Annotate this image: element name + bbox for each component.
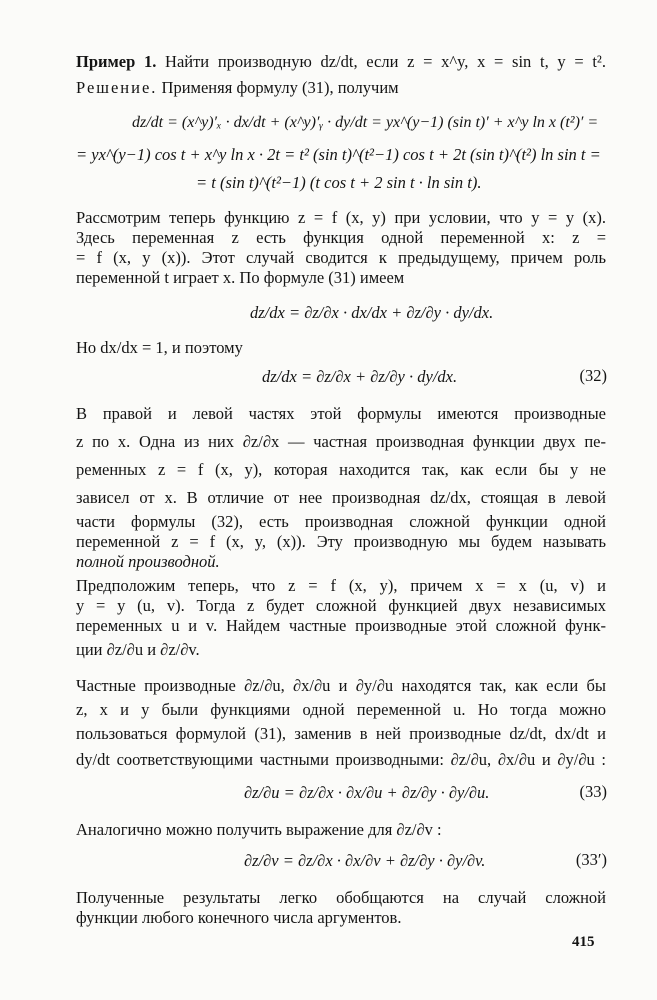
equation-33-formula: ∂z/∂u = ∂z/∂x · ∂x/∂u + ∂z/∂y · ∂y/∂u. bbox=[244, 783, 490, 802]
para1-line3: = f (x, y (x)). Этот случай сводится к предыдущему, причем роль bbox=[76, 248, 606, 267]
para1-line1: Рассмотрим теперь функцию z = f (x, y) при условии, что y = y (x). bbox=[76, 208, 606, 227]
equation-example-line1: dz/dt = (x^y)′ₓ · dx/dt + (x^y)′ᵧ · dy/dt = yx^(y−1) (sin t)′ + x^y ln x (t²)′ = bbox=[132, 114, 599, 131]
solution-label: Решение. bbox=[76, 78, 158, 97]
para1-line2: Здесь переменная z есть функция одной переменной x: z = bbox=[76, 228, 606, 247]
para1-line4: переменной t играет x. По формуле (31) имеем bbox=[76, 268, 405, 287]
example-line bbox=[76, 52, 606, 72]
para2-line5: части формулы (32), есть производная сложной функции одной bbox=[76, 512, 606, 531]
para2-line1: В правой и левой частях этой формулы имеются производные bbox=[76, 404, 606, 423]
but-line: Но dx/dx = 1, и поэтому bbox=[76, 338, 243, 357]
equation-33-prime-number: (33′) bbox=[575, 850, 607, 869]
equation-33-prime-formula: ∂z/∂v = ∂z/∂x · ∂x/∂v + ∂z/∂y · ∂y/∂v. bbox=[244, 851, 486, 870]
para2-line4: зависел от x. В отличие от нее производная dz/dx, стоящая в левой bbox=[76, 488, 606, 507]
para3-line2: y = y (u, v). Тогда z будет сложной функцией двух независимых bbox=[76, 596, 606, 615]
similar-line: Аналогично можно получить выражение для ∂z/∂v : bbox=[76, 820, 442, 839]
para3-line3: переменных u и v. Найдем частные производные этой сложной функ- bbox=[76, 616, 606, 635]
page-number: 415 bbox=[572, 934, 595, 950]
para2-line3: ременных z = f (x, y), которая находится так, как если бы y не bbox=[76, 460, 606, 479]
para3-line4: ции ∂z/∂u и ∂z/∂v. bbox=[76, 640, 200, 659]
equation-example-line3: = t (sin t)^(t²−1) (t cos t + 2 sin t · ln sin t). bbox=[196, 173, 482, 192]
para2-line6: переменной z = f (x, y, (x)). Эту производную мы будем называть bbox=[76, 532, 606, 551]
para2-line2: z по x. Одна из них ∂z/∂x — частная производная функции двух пе- bbox=[76, 432, 606, 451]
para4-line3: пользоваться формулой (31), заменив в ней производные dz/dt, dx/dt и bbox=[76, 724, 606, 743]
equation-32-number: (32) bbox=[579, 366, 607, 385]
equation-example-line2: = yx^(y−1) cos t + x^y ln x · 2t = t² (sin t)^(t²−1) cos t + 2t (sin t)^(t²) ln sin t = bbox=[76, 145, 601, 164]
para4-line2: z, x и y были функциями одной переменной u. Но тогда можно bbox=[76, 700, 606, 719]
para3-line1: Предположим теперь, что z = f (x, y), причем x = x (u, v) и bbox=[76, 576, 606, 595]
conclusion-line1: Полученные результаты легко обобщаются на случай сложной bbox=[76, 888, 606, 907]
example-text: Найти производную dz/dt, если z = x^y, x = sin t, y = t². bbox=[165, 52, 607, 71]
equation-32-formula: dz/dx = ∂z/∂x + ∂z/∂y · dy/dx. bbox=[262, 367, 458, 386]
equation-33-number: (33) bbox=[579, 782, 607, 801]
conclusion-line2: функции любого конечного числа аргументов. bbox=[76, 908, 402, 927]
para4-line1: Частные производные ∂z/∂u, ∂x/∂u и ∂y/∂u находятся так, как если бы bbox=[76, 676, 606, 695]
equation-total-pre: dz/dx = ∂z/∂x · dx/dx + ∂z/∂y · dy/dx. bbox=[250, 303, 494, 322]
para4-line4: dy/dt соответствующими частными производными: ∂z/∂u, ∂x/∂u и ∂y/∂u : bbox=[76, 750, 606, 769]
para2-line7: полной производной. bbox=[76, 552, 220, 571]
solution-text: Применяя формулу (31), получим bbox=[161, 78, 399, 97]
solution-line bbox=[76, 78, 606, 98]
example-label: Пример 1. bbox=[76, 52, 157, 71]
